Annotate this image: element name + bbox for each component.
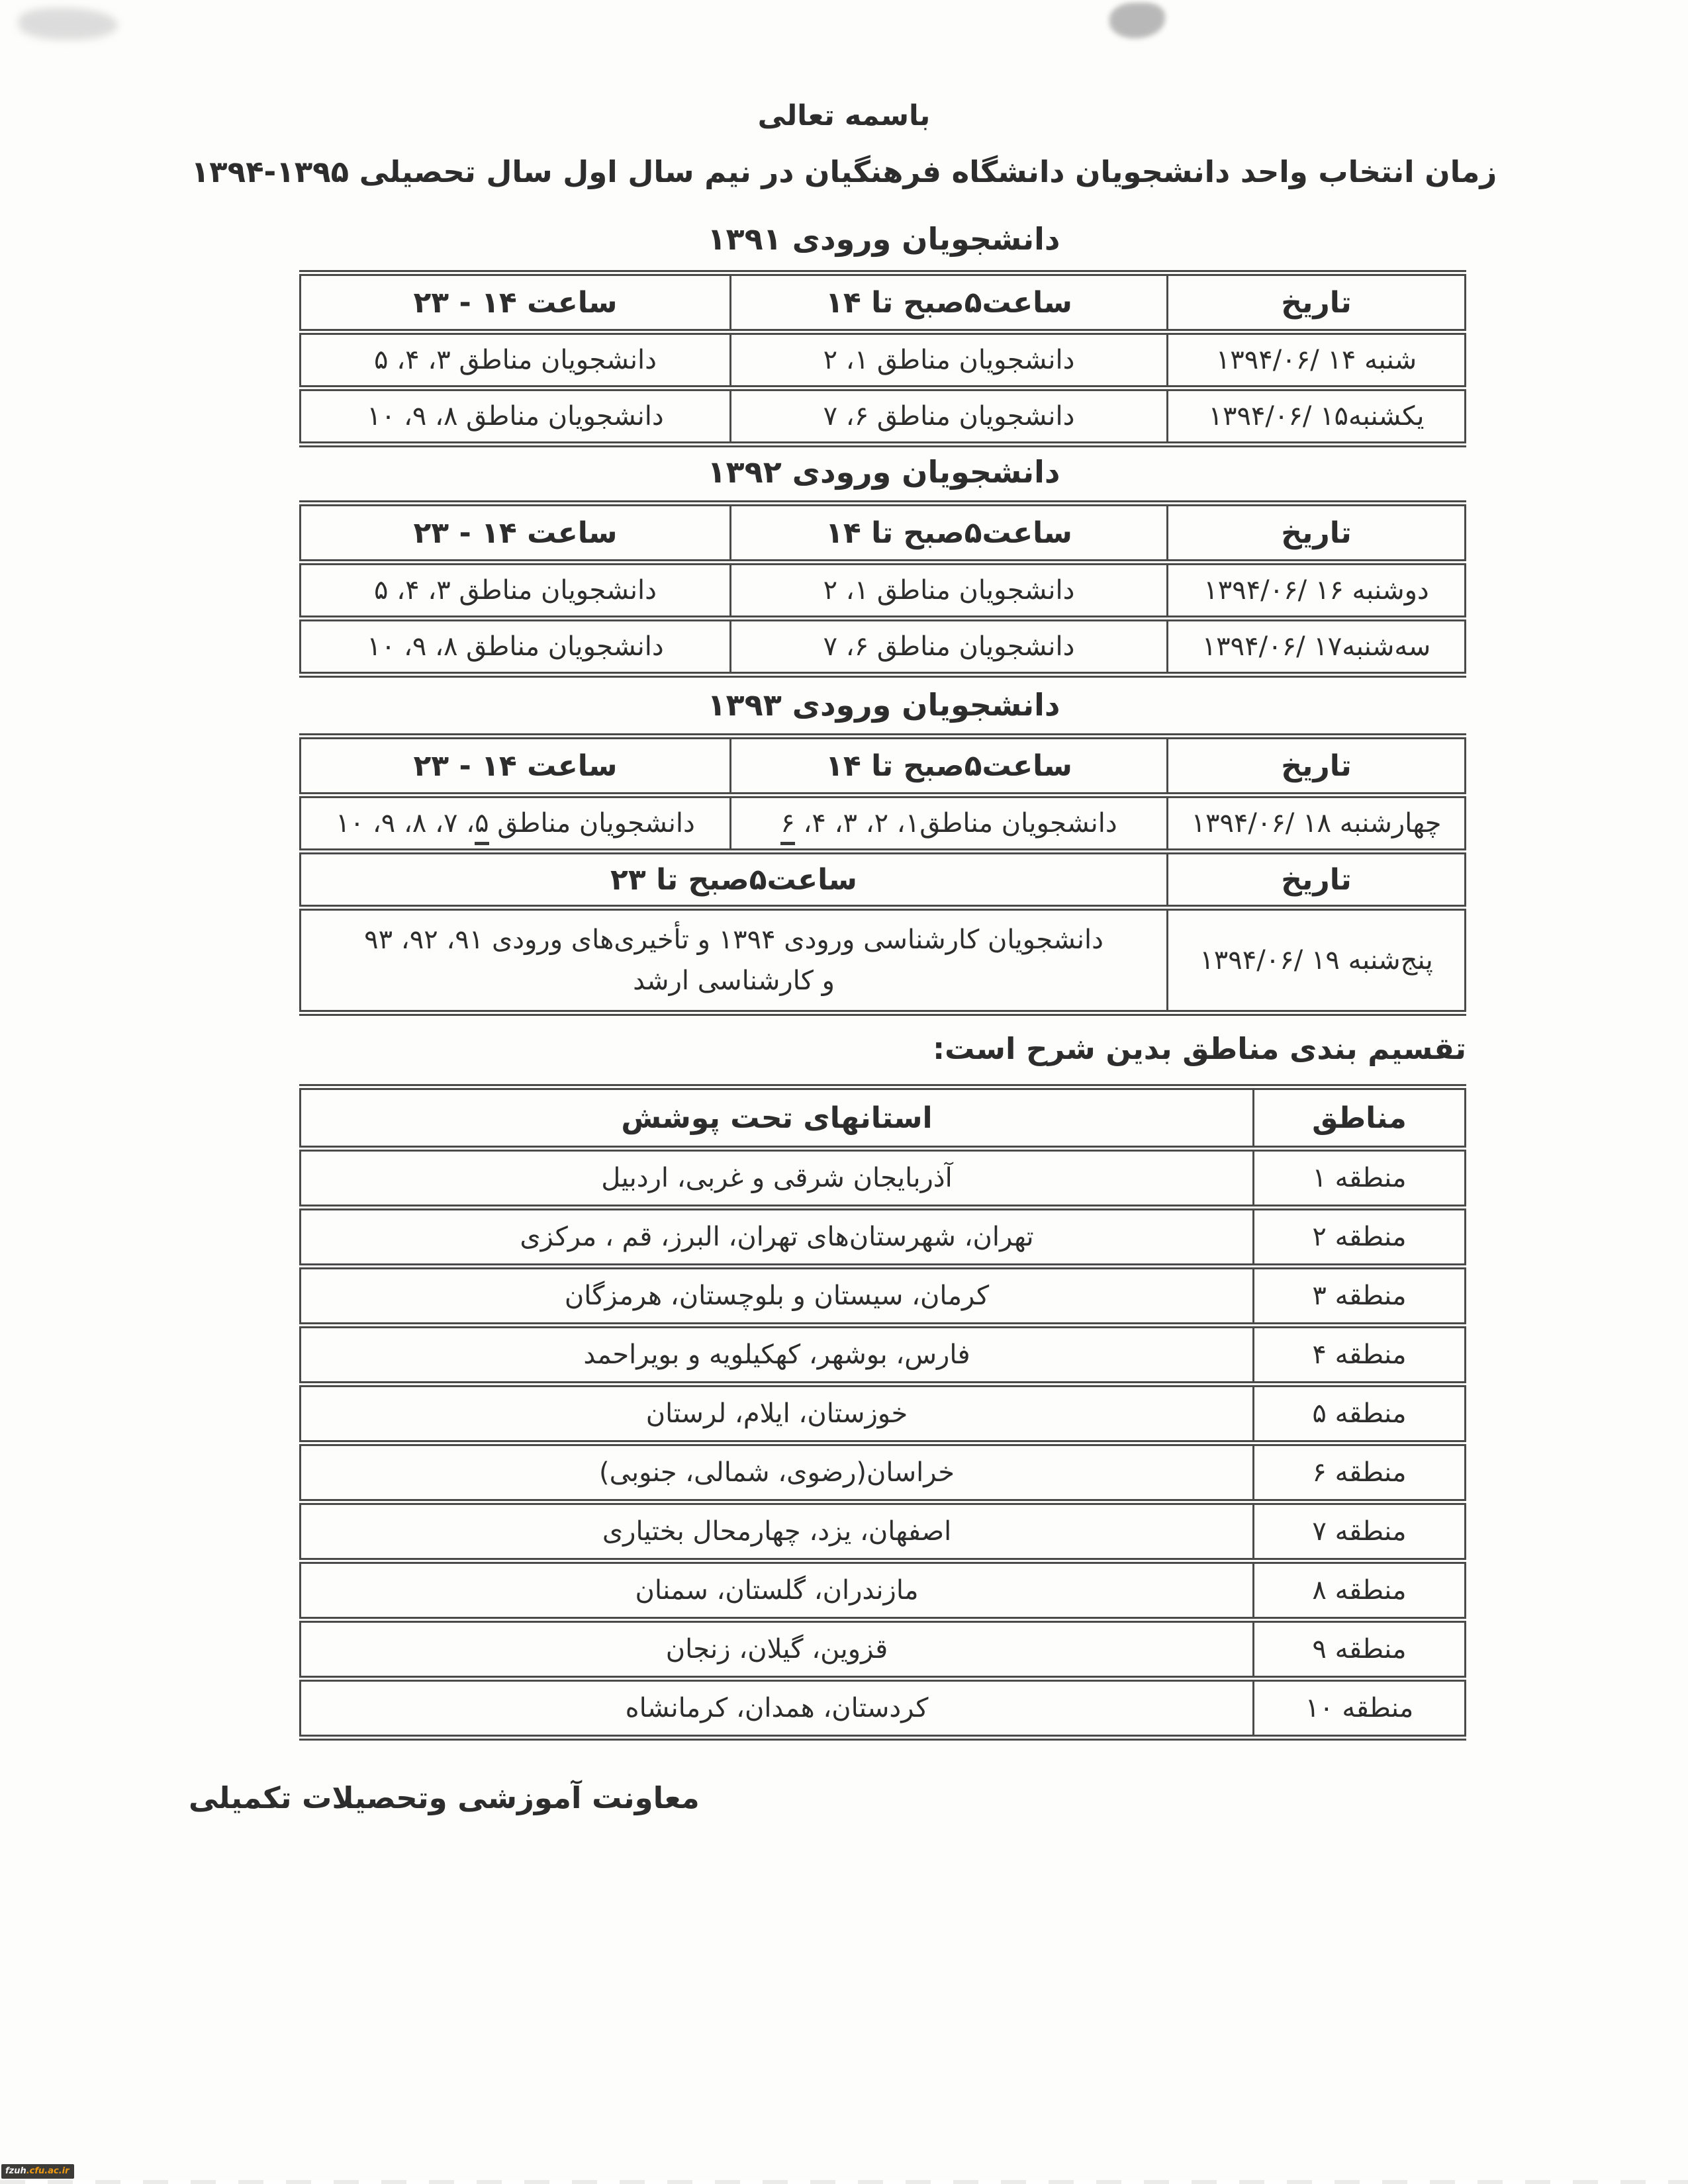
- table-header-row: [301, 737, 1466, 796]
- header-region: مناطق: [1254, 1087, 1466, 1149]
- region-cell: منطقه ۲: [1254, 1208, 1466, 1267]
- table-row: [301, 332, 1466, 388]
- site-watermark: [1, 2164, 74, 2179]
- region-cell: منطقه ۱: [1254, 1149, 1466, 1208]
- date-cell: دوشنبه ۱۶ /۱۳۹۴/۰۶: [1168, 563, 1466, 619]
- provinces-cell: اصفهان، یزد، چهارمحال بختیاری: [301, 1502, 1254, 1561]
- region-cell: منطقه ۷: [1254, 1502, 1466, 1561]
- table-subheader-row: [301, 852, 1466, 908]
- date-cell: پنج‌شنبه ۱۹ /۱۳۹۴/۰۶: [1168, 908, 1466, 1013]
- allday-cell: [301, 908, 1168, 1013]
- header-afternoon-slot: ساعت ۱۴ - ۲۳: [301, 737, 731, 796]
- table-row: [301, 619, 1466, 675]
- table-row: [301, 563, 1466, 619]
- header-allday-slot: ساعت۵صبح تا ۲۳: [301, 852, 1168, 908]
- table-row: [301, 1385, 1466, 1443]
- table-header-row: [301, 504, 1466, 563]
- afternoon-cell: دانشجویان مناطق ۸، ۹، ۱۰: [301, 388, 731, 445]
- morning-cell: دانشجویان مناطق ۶، ۷: [731, 619, 1168, 675]
- table-header-row: [301, 273, 1466, 332]
- region-cell: منطقه ۸: [1254, 1561, 1466, 1620]
- header-date: تاریخ: [1168, 852, 1466, 908]
- underlined-region-number: ۵: [475, 808, 489, 845]
- morning-cell: دانشجویان مناطق ۶، ۷: [731, 388, 1168, 445]
- schedule-table-cohort-1393: [299, 733, 1466, 1016]
- signature-line: معاونت آموزشی وتحصیلات تکمیلی: [189, 1780, 700, 1815]
- watermark-domain: .cfu.ac.ir: [26, 2166, 70, 2176]
- allday-cell-line2: و کارشناسی ارشد: [633, 966, 835, 996]
- watermark-prefix: fzuh: [5, 2166, 26, 2176]
- table-row: [301, 796, 1466, 852]
- afternoon-regions-text: ، ۷، ۸، ۹، ۱۰: [336, 808, 475, 839]
- region-cell: منطقه ۵: [1254, 1385, 1466, 1443]
- table-row: [301, 1149, 1466, 1208]
- date-cell: یکشنبه۱۵ /۱۳۹۴/۰۶: [1168, 388, 1466, 445]
- scan-edge-artifact: [0, 2180, 1688, 2184]
- header-afternoon-slot: ساعت ۱۴ - ۲۳: [301, 273, 731, 332]
- section-title-cohort-1392: دانشجویان ورودی ۱۳۹۲: [707, 454, 1060, 490]
- provinces-cell: کردستان، همدان، کرمانشاه: [301, 1679, 1254, 1738]
- schedule-table-cohort-1392: [299, 500, 1466, 678]
- region-division-note: تقسیم بندی مناطق بدین شرح است:: [933, 1031, 1466, 1066]
- page-title: زمان انتخاب واحد دانشجویان دانشگاه فرهنگیان در نیم سال اول سال تحصیلی ۱۳۹۵-۱۳۹۴: [191, 154, 1497, 189]
- provinces-cell: قزوین، گیلان، زنجان: [301, 1620, 1254, 1679]
- section-title-cohort-1393: دانشجویان ورودی ۱۳۹۳: [707, 687, 1060, 723]
- header-date: تاریخ: [1168, 273, 1466, 332]
- table-row: [301, 1267, 1466, 1326]
- table-row: [301, 1326, 1466, 1385]
- table-row: [301, 1679, 1466, 1738]
- afternoon-cell: دانشجویان مناطق ۳، ۴، ۵: [301, 332, 731, 388]
- table-row: [301, 1208, 1466, 1267]
- afternoon-cell: دانشجویان مناطق ۳، ۴، ۵: [301, 563, 731, 619]
- provinces-cell: خراسان(رضوی، شمالی، جنوبی): [301, 1443, 1254, 1502]
- provinces-cell: تهران، شهرستان‌های تهران، البرز، قم ، مرکزی: [301, 1208, 1254, 1267]
- provinces-cell: آذربایجان شرقی و غربی، اردبیل: [301, 1149, 1254, 1208]
- morning-cell: دانشجویان مناطق ۱، ۲: [731, 563, 1168, 619]
- header-provinces: استانهای تحت پوشش: [301, 1087, 1254, 1149]
- schedule-table-cohort-1391: [299, 270, 1466, 447]
- provinces-cell: مازندران، گلستان، سمنان: [301, 1561, 1254, 1620]
- header-morning-slot: ساعت۵صبح تا ۱۴: [731, 504, 1168, 563]
- morning-cell: [731, 796, 1168, 852]
- section-title-cohort-1391: دانشجویان ورودی ۱۳۹۱: [707, 221, 1060, 257]
- morning-regions-text: دانشجویان مناطق۱، ۲، ۳، ۴،: [794, 808, 1117, 839]
- provinces-cell: فارس، بوشهر، کهکیلویه و بویراحمد: [301, 1326, 1254, 1385]
- table-header-row: [301, 1087, 1466, 1149]
- scan-artifact-top-left: [19, 8, 118, 40]
- table-row: [301, 1561, 1466, 1620]
- provinces-cell: خوزستان، ایلام، لرستان: [301, 1385, 1254, 1443]
- header-morning-slot: ساعت۵صبح تا ۱۴: [731, 737, 1168, 796]
- underlined-region-number: ۶: [780, 808, 794, 845]
- regions-table: [299, 1084, 1466, 1741]
- table-row: [301, 1443, 1466, 1502]
- afternoon-cell: دانشجویان مناطق ۸، ۹، ۱۰: [301, 619, 731, 675]
- afternoon-cell: [301, 796, 731, 852]
- scan-artifact-top-right: [1109, 3, 1165, 38]
- region-cell: منطقه ۴: [1254, 1326, 1466, 1385]
- header-afternoon-slot: ساعت ۱۴ - ۲۳: [301, 504, 731, 563]
- date-cell: چهارشنبه ۱۸ /۱۳۹۴/۰۶: [1168, 796, 1466, 852]
- table-row: [301, 1620, 1466, 1679]
- date-cell: سه‌شنبه۱۷ /۱۳۹۴/۰۶: [1168, 619, 1466, 675]
- provinces-cell: کرمان، سیستان و بلوچستان، هرمزگان: [301, 1267, 1254, 1326]
- header-date: تاریخ: [1168, 737, 1466, 796]
- date-cell: شنبه ۱۴ /۱۳۹۴/۰۶: [1168, 332, 1466, 388]
- table-row: [301, 908, 1466, 1013]
- table-row: [301, 1502, 1466, 1561]
- region-cell: منطقه ۳: [1254, 1267, 1466, 1326]
- bismillah-heading: باسمه تعالی: [757, 99, 931, 132]
- morning-cell: دانشجویان مناطق ۱، ۲: [731, 332, 1168, 388]
- header-morning-slot: ساعت۵صبح تا ۱۴: [731, 273, 1168, 332]
- region-cell: منطقه ۱۰: [1254, 1679, 1466, 1738]
- header-date: تاریخ: [1168, 504, 1466, 563]
- table-row: [301, 388, 1466, 445]
- afternoon-regions-text: دانشجویان مناطق: [489, 808, 695, 839]
- allday-cell-line1: دانشجویان کارشناسی ورودی ۱۳۹۴ و تأخیری‌های ورودی ۹۱، ۹۲، ۹۳: [364, 925, 1103, 955]
- region-cell: منطقه ۹: [1254, 1620, 1466, 1679]
- region-cell: منطقه ۶: [1254, 1443, 1466, 1502]
